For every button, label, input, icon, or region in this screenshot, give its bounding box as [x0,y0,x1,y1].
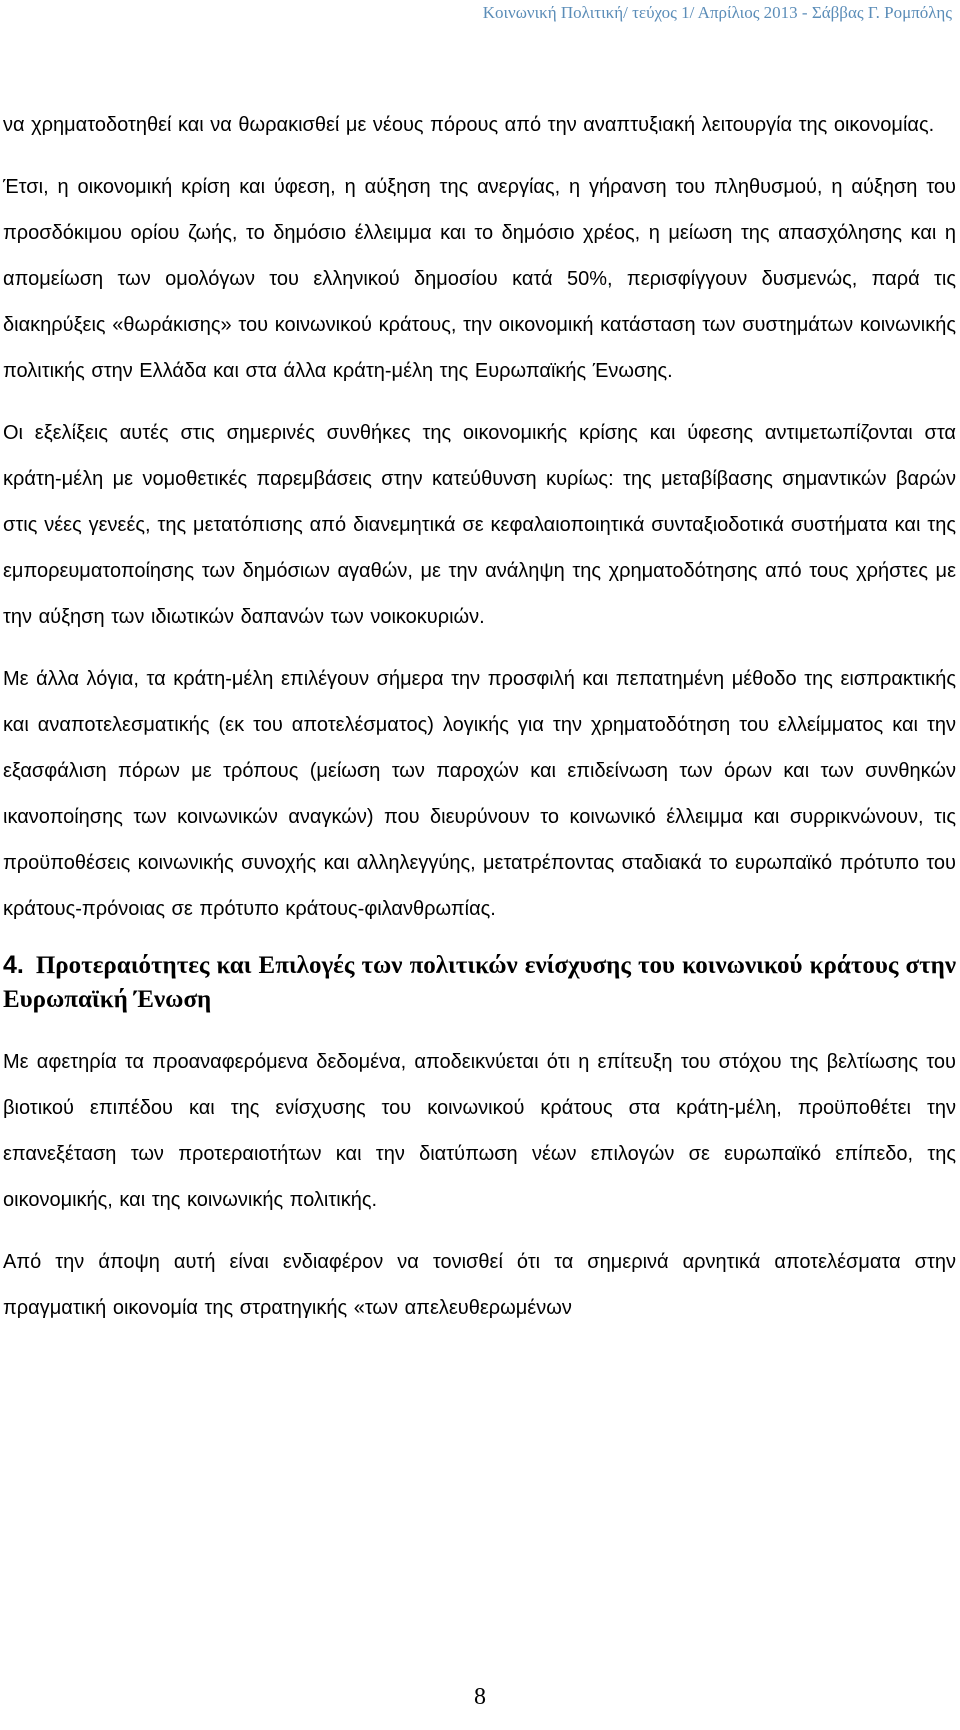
page-number: 8 [474,1684,486,1710]
paragraph: Οι εξελίξεις αυτές στις σημερινές συνθήκες της οικονομικής κρίσης και ύφεσης αντιμετωπίζονται στα κράτη-μέλη με νομοθετικές παρεμβάσεις στην κατεύθυνση κυρίως: της μεταβίβασης σημαντικών βαρών στις νέες γενεές, της μετατόπισης από διανεμητικά σε κεφαλαιοποιητικά συνταξιοδοτικά συστήματα και της εμπορευματοποίησης των δημόσιων αγαθών, με την ανάληψη της χρηματοδότησης από τους χρήστες με την αύξηση των ιδιωτικών δαπανών των νοικοκυριών. [3,422,956,628]
section-title: Προτεραιότητες και Επιλογές των πολιτικών ενίσχυσης του κοινωνικού κράτους στην Ευρωπαϊκή Ένωση [3,952,956,1013]
paragraph: Με άλλα λόγια, τα κράτη-μέλη επιλέγουν σήμερα την προσφιλή και πεπατημένη μέθοδο της εισπρακτικής και αναποτελεσματικής (εκ του αποτελέσματος) λογικής για την χρηματοδότηση του ελλείμματος και την εξασφάλιση πόρων με τρόπους (μείωση των παροχών και επιδείνωση των όρων και των συνθηκών ικανοποίησης των κοινωνικών αναγκών) που διευρύνουν το κοινωνικό έλλειμμα και συρρικνώνουν, τις προϋποθέσεις κοινωνικής συνοχής και αλληλεγγύης, μετατρέποντας σταδιακά το ευρωπαϊκό πρότυπο του κράτους-πρόνοιας σε πρότυπο κράτους-φιλανθρωπίας. [3,668,956,920]
paragraph: Έτσι, η οικονομική κρίση και ύφεση, η αύξηση της ανεργίας, η γήρανση του πληθυσμού, η αύξηση του προσδόκιμου ορίου ζωής, το δημόσιο έλλειμμα και το δημόσιο χρέος, η μείωση της απασχόλησης και η απομείωση των ομολόγων του ελληνικού δημοσίου κατά 50%, περισφίγγουν δυσμενώς, παρά τις διακηρύξεις «θωράκισης» του κοινωνικού κράτους, την οικονομική κατάσταση των συστημάτων κοινωνικής πολιτικής στην Ελλάδα και στα άλλα κράτη-μέλη της Ευρωπαϊκής Ένωσης. [3,176,956,382]
paragraph: να χρηματοδοτηθεί και να θωρακισθεί με νέους πόρους από την αναπτυξιακή λειτουργία της οικονομίας. [3,114,935,136]
running-header: Κοινωνική Πολιτική/ τεύχος 1/ Απρίλιος 2013 - Σάββας Γ. Ρομπόλης [482,3,952,22]
paragraph: Από την άποψη αυτή είναι ενδιαφέρον να τονισθεί ότι τα σημερινά αρνητικά αποτελέσματα στην πραγματική οικονομία της στρατηγικής «των απελευθερωμένων [3,1251,956,1319]
page-body [3,102,956,1347]
section-heading [3,948,956,1017]
paragraph: Με αφετηρία τα προαναφερόμενα δεδομένα, αποδεικνύεται ότι η επίτευξη του στόχου της βελτίωσης του βιοτικού επιπέδου και της ενίσχυσης του κοινωνικού κράτους στα κράτη-μέλη, προϋποθέτει την επανεξέταση των προτεραιοτήτων και την διατύπωση νέων επιλογών σε ευρωπαϊκό επίπεδο, της οικονομικής, και της κοινωνικής πολιτικής. [3,1051,956,1211]
section-number: 4. [3,951,24,979]
